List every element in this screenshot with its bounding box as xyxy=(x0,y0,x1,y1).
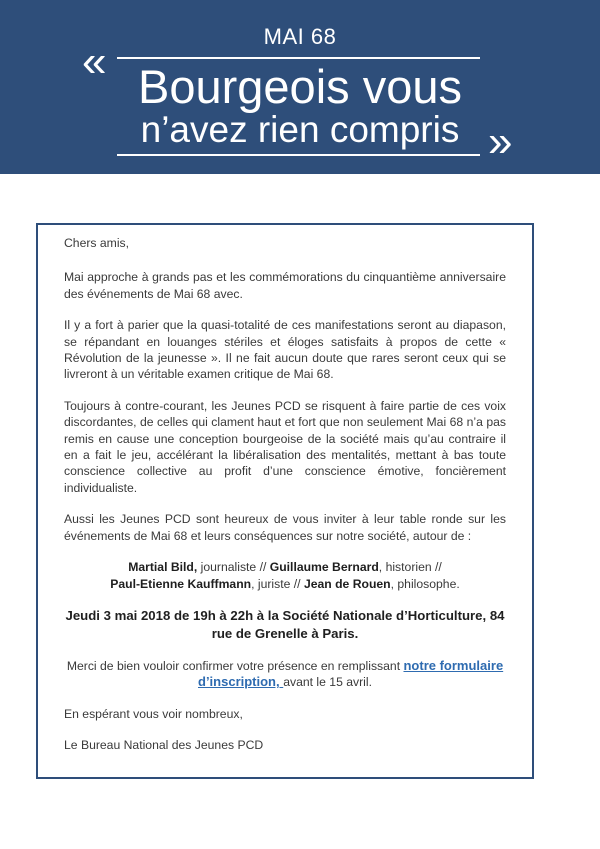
speaker-role: , historien // xyxy=(378,560,442,575)
event-details: Jeudi 3 mai 2018 de 19h à 22h à la Société Nationale d’Horticulture, 84 rue de Grenelle à Paris. xyxy=(65,607,505,641)
title-line-2: n’avez rien compris xyxy=(140,109,460,150)
open-quote: « xyxy=(82,37,107,86)
speaker-role: , juriste // xyxy=(251,576,304,591)
speaker-name: Paul-Etienne Kauffmann xyxy=(110,576,252,591)
closing: En espérant vous voir nombreux, xyxy=(64,706,243,721)
header-banner xyxy=(0,0,600,174)
top-rule xyxy=(117,57,480,59)
paragraph-4: Aussi les Jeunes PCD sont heureux de vous inviter à leur table ronde sur les événements de Mai 68 et leurs conséquences sur notre société, autour de : xyxy=(64,512,506,543)
close-quote: » xyxy=(488,117,513,166)
paragraph-1: Mai approche à grands pas et les commémorations du cinquantième anniversaire des événements de Mai 68 avec. xyxy=(64,270,506,301)
speaker-name: Jean de Rouen xyxy=(303,576,391,591)
rsvp-text: Merci de bien vouloir confirmer votre présence en remplissant xyxy=(66,658,404,673)
speakers xyxy=(64,559,506,592)
rsvp-deadline: avant le 15 avril. xyxy=(283,675,372,690)
speaker-name: Guillaume Bernard xyxy=(269,560,379,575)
kicker: MAI 68 xyxy=(263,24,337,49)
rsvp xyxy=(64,658,506,691)
paragraph-2: Il y a fort à parier que la quasi-totalité de ces manifestations seront au diapason, se répandant en louanges stériles et éloges satisfaits à propos de cette « Révolution de la jeunesse ». Il ne fait aucun doute que rares seront ceux qui se livreront à un véritable examen critique de Mai 68. xyxy=(64,318,506,382)
speaker-role: journaliste // xyxy=(197,560,270,575)
speaker-name: Martial Bild, xyxy=(128,560,198,575)
paragraph-3: Toujours à contre-courant, les Jeunes PCD se risquent à faire partie de ces voix discordantes, de celles qui clament haut et fort que non seulement Mai 68 n’a pas remis en cause une conception bourgeoise de la société mais qu’au contraire il en a fait le jeu, accélérant la libéralisation des mentalités, mettant à bas toute conscience collective au profit d’une conscience émotive, foncièrement individualiste. xyxy=(64,398,506,495)
greeting: Chers amis, xyxy=(64,236,130,250)
bottom-rule xyxy=(117,154,480,156)
title-line-1: Bourgeois vous xyxy=(138,60,462,113)
letter-box xyxy=(36,223,534,779)
registration-form-link[interactable]: notre formulaire d’inscription, xyxy=(198,657,504,690)
signature: Le Bureau National des Jeunes PCD xyxy=(64,738,264,753)
speaker-role: , philosophe. xyxy=(390,576,460,591)
